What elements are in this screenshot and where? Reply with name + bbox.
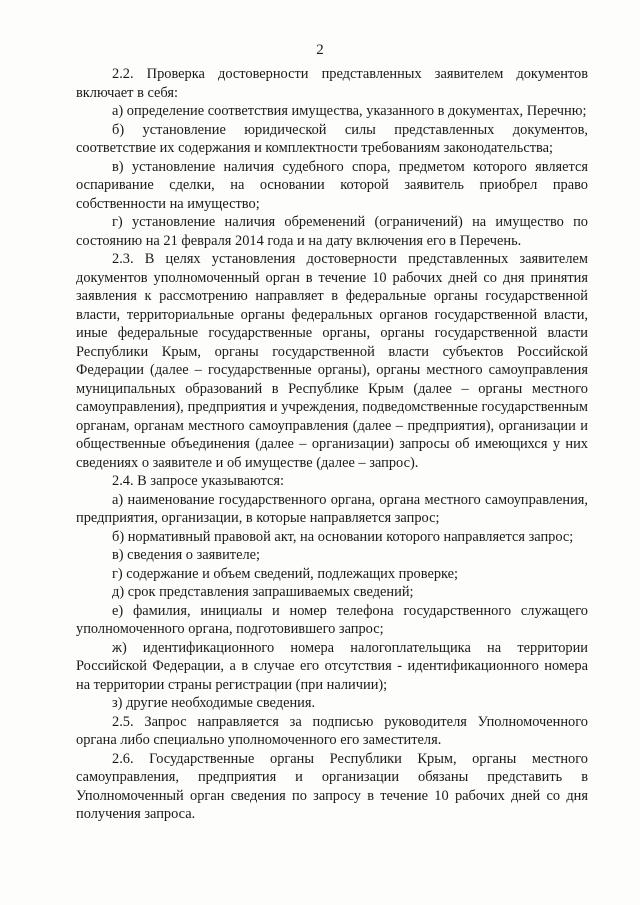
paragraph-2-6: 2.6. Государственные органы Республики Крым, органы местного самоуправления, предприятия и организации обязаны представить в Уполномоченный орган сведения по запросу в течение 10 рабочих дней со дня получения запроса. [76,750,588,822]
request-item-v: в) сведения о заявителе; [112,547,261,563]
paragraph-2-2: 2.2. Проверка достоверности представленных заявителем документов включает в себя: [76,66,588,101]
request-item-g: г) содержание и объем сведений, подлежащих проверке; [112,565,459,582]
request-item-a: а) наименование государственного органа, органа местного самоуправления, предприятия, организации, в которые направляется запрос; [76,491,588,526]
request-item-b: б) нормативный правовой акт, на основании которого направляется запрос; [112,528,574,545]
paragraph-2-3: 2.3. В целях установления достоверности представленных заявителем документов уполномоченный орган в течение 10 рабочих дней со дня принятия заявления к рассмотрению направляет в федеральные органы государственной власти, территориальные органы федеральных органов государственной власти, иные федеральные государственные органы, органы государственной власти Республики Крым, органы государственной власти субъектов Российской Федерации (далее – государственные органы), органы местного самоуправления муниципальных образований в Республике Крым (далее – органы местного самоуправления), предприятия и учреждения, подведомственные государственным органам, органам местного самоуправления (далее – предприятия), организации и общественные объединения (далее – организации) запросы об имеющихся у них сведениях о заявителе и об имуществе (далее – запрос). [76,251,588,471]
request-item-z: з) другие необходимые сведения. [112,695,316,711]
list-item-a: а) определение соответствия имущества, указанного в документах, Перечню; [112,103,587,119]
document-body [76,65,588,824]
page-number: 2 [316,42,324,58]
list-item-b: б) установление юридической силы представленных документов, соответствие их содержания и комплектности требованиям законодательства; [76,121,588,156]
list-item-v: в) установление наличия судебного спора, предметом которого является оспаривание сделки, на основании которой заявитель приобрел право собственности на имущество; [76,158,588,212]
list-item-g: г) установление наличия обременений (ограничений) на имущество по состоянию на 21 февраля 2014 года и на дату включения его в Перечень. [76,214,588,249]
paragraph-2-5: 2.5. Запрос направляется за подписью руководителя Уполномоченного органа либо специально уполномоченного его заместителя. [76,713,588,748]
request-item-d: д) срок представления запрашиваемых сведений; [112,584,414,600]
paragraph-2-4: 2.4. В запросе указываются: [112,473,284,489]
request-item-zh: ж) идентификационного номера налогоплательщика на территории Российской Федерации, а в случае его отсутствия - идентификационного номера на территории страны регистрации (при наличии); [76,639,588,693]
request-item-e: е) фамилия, инициалы и номер телефона государственного служащего уполномоченного органа, подготовившего запрос; [76,602,588,637]
